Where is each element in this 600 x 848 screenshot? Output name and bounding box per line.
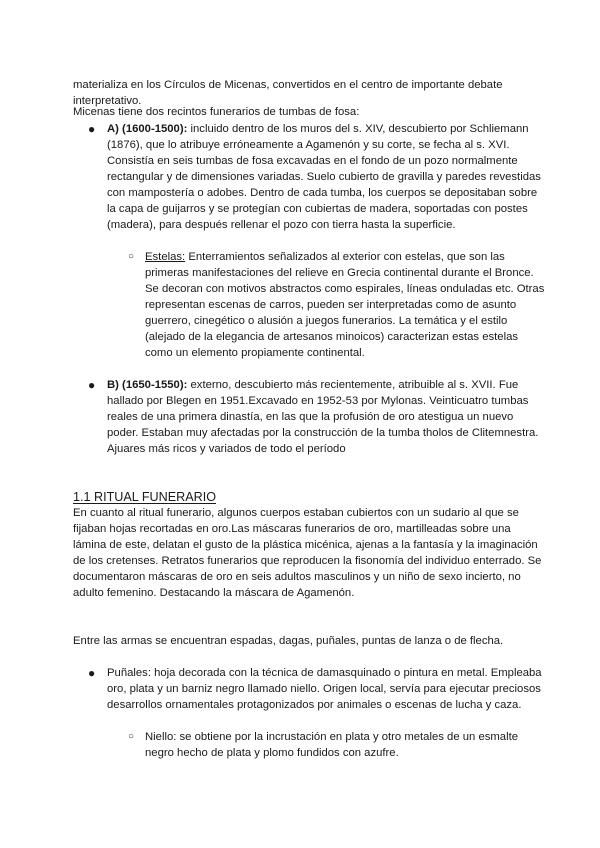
- list-item-estelas: [145, 249, 545, 361]
- bullet-recinto-b: ●: [88, 378, 96, 392]
- list-item-niello: Niello: se obtiene por la incrustación en plata y otro metales de un esmalte negro hecho de plata y plomo fundidos con azufre.: [145, 731, 519, 759]
- list-item-recinto-b: [107, 377, 545, 457]
- recinto-b-label: B) (1650-1550):: [107, 379, 188, 391]
- bullet-punales: ●: [88, 666, 96, 680]
- bullet-estelas: ○: [128, 251, 135, 262]
- list-item-recinto-a: [107, 121, 545, 233]
- armas-paragraph: Entre las armas se encuentran espadas, dagas, puñales, puntas de lanza o de flecha.: [73, 635, 504, 647]
- recinto-a-label: A) (1600-1500):: [107, 123, 188, 135]
- estelas-label: Estelas:: [145, 251, 186, 263]
- recinto-a-text: incluido dentro de los muros del s. XIV, descubierto por Schliemann (1876), que lo atribuye erróneamente a Agamenón y su corte, se fecha al s. XVI. Consistía en seis tumbas de fosa excavadas en el fondo de un pozo normalmente rectangular y de dimensiones variadas. Suelo cubierto de gravilla y paredes revestidas con mampostería o adobes. Dentro de cada tumba, los cuerpos se depositaban sobre la capa de guijarros y se protegían con cubiertas de madera, soportadas con postes (madera), para después rellenar el pozo con tierra hasta la superficie.: [107, 123, 541, 231]
- recinto-b-text: externo, descubierto más recientemente, atribuible al s. XVII. Fue hallado por Blegen en 1951.Excavado en 1952-53 por Mylonas. Veinticuatro tumbas reales de una primera dinastía, en las que la profusión de oro atestigua un nuevo poder. Estaban muy afectadas por la construcción de la tumba tholos de Clitemnestra. Ajuares más ricos y variados de todo el período: [107, 379, 539, 455]
- list-item-punales: Puñales: hoja decorada con la técnica de damasquinado o pintura en metal. Empleaba oro, plata y un barniz negro llamado niello. Origen local, servía para ejecutar preciosos desarrollos ornamentales protagonizados por animales o escenas de lucha y caza.: [107, 667, 542, 711]
- bullet-recinto-a: ●: [88, 122, 96, 136]
- section-heading-ritual-funerario: 1.1 RITUAL FUNERARIO: [73, 490, 216, 504]
- estelas-text: Enterramientos señalizados al exterior con estelas, que son las primeras manifestaciones del relieve en Grecia continental durante el Bronce. Se decoran con motivos abstractos como espirales, líneas onduladas etc. Otras representan escenas de carros, pueden ser interpretadas como de asunto guerrero, cinegético o alusión a juegos funerarios. La temática y el estilo (alejado de la elegancia de artesanos minoicos) caracterizan estas estelas como un elemento propiamente continental.: [145, 251, 545, 359]
- ritual-paragraph: En cuanto al ritual funerario, algunos cuerpos estaban cubiertos con un sudario al que se fijaban hojas recortadas en oro.Las máscaras funerarios de oro, martilleadas sobre una lámina de este, delatan el gusto de la plástica micénica, ajenas a la fantasía y la imaginación de los cretenses. Retratos funerarios que reproducen la fisonomía del individuo enterrado. Se documentaron máscaras de oro en seis adultos masculinos y un niño de sexo incierto, no adulto femenino. Destacando la máscara de Agamenón.: [73, 507, 542, 599]
- bullet-niello: ○: [128, 731, 135, 742]
- recintos-intro-paragraph: Micenas tiene dos recintos funerarios de tumbas de fosa:: [73, 106, 360, 118]
- intro-carryover-paragraph: materializa en los Círculos de Micenas, convertidos en el centro de importante debate interpretativo.: [73, 79, 503, 107]
